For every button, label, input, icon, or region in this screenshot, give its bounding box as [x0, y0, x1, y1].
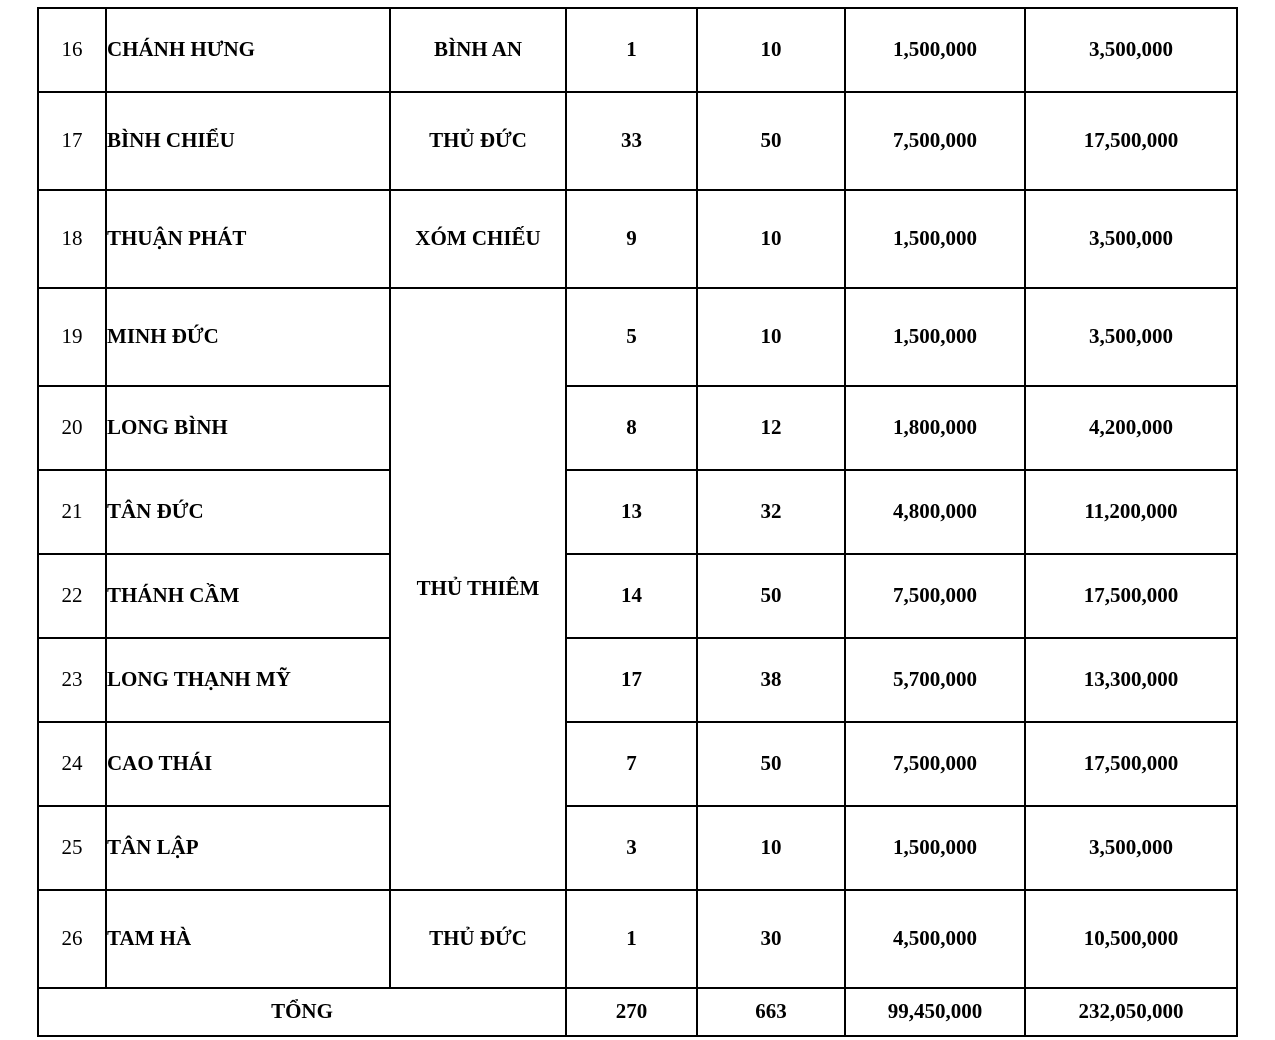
- row-number: 16: [38, 8, 106, 92]
- parish-name: BÌNH CHIỂU: [106, 92, 390, 190]
- row-number: 21: [38, 470, 106, 554]
- total-amount-1: 99,450,000: [845, 988, 1025, 1036]
- count-2: 50: [697, 92, 845, 190]
- amount-1: 1,500,000: [845, 190, 1025, 288]
- amount-2: 3,500,000: [1025, 806, 1237, 890]
- amount-2: 4,200,000: [1025, 386, 1237, 470]
- row-number: 24: [38, 722, 106, 806]
- amount-1: 5,700,000: [845, 638, 1025, 722]
- table-row: [38, 8, 1237, 92]
- row-number: 22: [38, 554, 106, 638]
- table-row: [38, 386, 1237, 470]
- parish-name: CAO THÁI: [106, 722, 390, 806]
- parish-name: TAM HÀ: [106, 890, 390, 988]
- parish-name: LONG THẠNH MỸ: [106, 638, 390, 722]
- count-1: 1: [566, 8, 697, 92]
- count-2: 12: [697, 386, 845, 470]
- region-name: THỦ THIÊM: [390, 288, 566, 890]
- row-number: 20: [38, 386, 106, 470]
- count-1: 7: [566, 722, 697, 806]
- amount-1: 4,800,000: [845, 470, 1025, 554]
- amount-2: 17,500,000: [1025, 554, 1237, 638]
- total-label: TỔNG: [38, 988, 566, 1036]
- parish-name: TÂN LẬP: [106, 806, 390, 890]
- parish-name: TÂN ĐỨC: [106, 470, 390, 554]
- count-1: 8: [566, 386, 697, 470]
- count-1: 1: [566, 890, 697, 988]
- count-2: 38: [697, 638, 845, 722]
- count-2: 10: [697, 288, 845, 386]
- amount-2: 3,500,000: [1025, 8, 1237, 92]
- table-row: [38, 806, 1237, 890]
- parish-name: THÁNH CẦM: [106, 554, 390, 638]
- amount-2: 17,500,000: [1025, 92, 1237, 190]
- count-2: 50: [697, 554, 845, 638]
- count-2: 10: [697, 8, 845, 92]
- count-2: 30: [697, 890, 845, 988]
- count-2: 10: [697, 806, 845, 890]
- amount-2: 3,500,000: [1025, 190, 1237, 288]
- table-row: [38, 288, 1237, 386]
- amount-1: 4,500,000: [845, 890, 1025, 988]
- row-number: 18: [38, 190, 106, 288]
- count-2: 32: [697, 470, 845, 554]
- parish-name: THUẬN PHÁT: [106, 190, 390, 288]
- count-2: 50: [697, 722, 845, 806]
- amount-1: 7,500,000: [845, 92, 1025, 190]
- row-number: 23: [38, 638, 106, 722]
- table-row: [38, 890, 1237, 988]
- table-row: [38, 470, 1237, 554]
- amount-1: 7,500,000: [845, 554, 1025, 638]
- row-number: 19: [38, 288, 106, 386]
- table-row: [38, 722, 1237, 806]
- row-number: 17: [38, 92, 106, 190]
- count-2: 10: [697, 190, 845, 288]
- count-1: 5: [566, 288, 697, 386]
- count-1: 14: [566, 554, 697, 638]
- parish-name: MINH ĐỨC: [106, 288, 390, 386]
- amount-1: 1,800,000: [845, 386, 1025, 470]
- amount-1: 1,500,000: [845, 288, 1025, 386]
- count-1: 13: [566, 470, 697, 554]
- count-1: 9: [566, 190, 697, 288]
- amount-2: 3,500,000: [1025, 288, 1237, 386]
- amount-2: 13,300,000: [1025, 638, 1237, 722]
- amount-2: 17,500,000: [1025, 722, 1237, 806]
- count-1: 17: [566, 638, 697, 722]
- amount-1: 1,500,000: [845, 8, 1025, 92]
- count-1: 3: [566, 806, 697, 890]
- count-1: 33: [566, 92, 697, 190]
- table-row: [38, 190, 1237, 288]
- amount-1: 7,500,000: [845, 722, 1025, 806]
- total-row: [38, 988, 1237, 1036]
- parish-name: CHÁNH HƯNG: [106, 8, 390, 92]
- row-number: 26: [38, 890, 106, 988]
- amount-2: 11,200,000: [1025, 470, 1237, 554]
- table-row: [38, 638, 1237, 722]
- amount-1: 1,500,000: [845, 806, 1025, 890]
- region-name: XÓM CHIẾU: [390, 190, 566, 288]
- row-number: 25: [38, 806, 106, 890]
- table-row: [38, 92, 1237, 190]
- region-name: BÌNH AN: [390, 8, 566, 92]
- total-count-2: 663: [697, 988, 845, 1036]
- parish-name: LONG BÌNH: [106, 386, 390, 470]
- data-table: [37, 7, 1238, 1037]
- total-amount-2: 232,050,000: [1025, 988, 1237, 1036]
- amount-2: 10,500,000: [1025, 890, 1237, 988]
- region-name: THỦ ĐỨC: [390, 890, 566, 988]
- region-name: THỦ ĐỨC: [390, 92, 566, 190]
- table-row: [38, 554, 1237, 638]
- total-count-1: 270: [566, 988, 697, 1036]
